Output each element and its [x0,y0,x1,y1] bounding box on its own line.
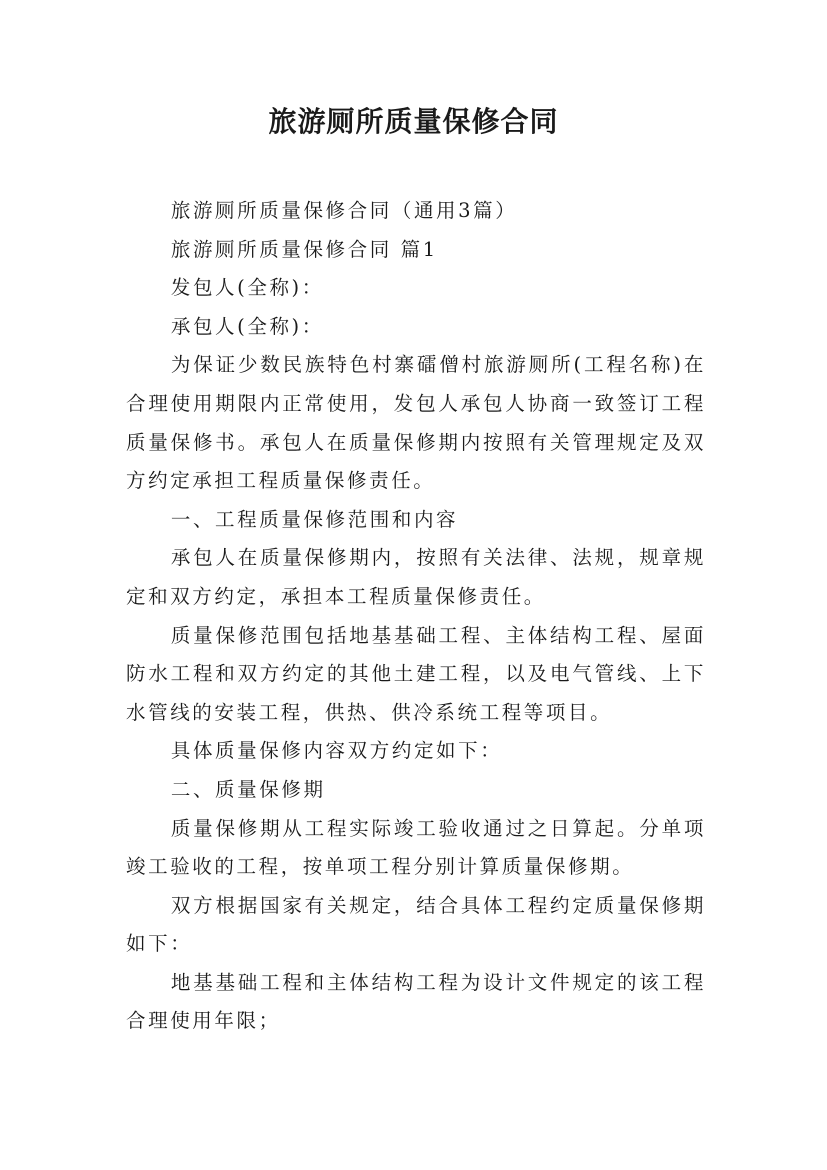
paragraph-contractor: 承包人(全称)： [170,314,324,338]
paragraph-heading-scope: 一、工程质量保修范围和内容 [170,507,459,531]
paragraph-employer: 发包人(全称)： [170,276,324,300]
paragraph-scope-duty: 承包人在质量保修期内，按照有关法律、法规，规章规定和双方约定，承担本工程质量保修责任。 [126,546,706,608]
paragraph-heading-period: 二、质量保修期 [170,777,326,801]
paragraph-period-agreement: 双方根据国家有关规定，结合具体工程约定质量保修期如下： [126,893,706,956]
document-body [126,192,706,1041]
paragraph-section-title: 旅游厕所质量保修合同 篇1 [170,237,438,261]
paragraph-period-start: 质量保修期从工程实际竣工验收通过之日算起。分单项竣工验收的工程，按单项工程分别计算质量保修期。 [126,816,706,879]
document-title: 旅游厕所质量保修合同 [268,105,559,138]
paragraph-heading: 旅游厕所质量保修合同（通用3篇） [170,199,518,222]
paragraph-scope-range: 质量保修范围包括地基基础工程、主体结构工程、屋面防水工程和双方约定的其他土建工程，以及电气管线、上下水管线的安装工程，供热、供冷系统工程等项目。 [126,623,706,724]
paragraph-purpose: 为保证少数民族特色村寨礌僧村旅游厕所(工程名称)在合理使用期限内正常使用，发包人承包人协商一致签订工程质量保修书。承包人在质量保修期内按照有关管理规定及双方约定承担工程质量保修责任。 [126,353,706,493]
paragraph-period-foundation: 地基基础工程和主体结构工程为设计文件规定的该工程合理使用年限； [126,970,706,1033]
paragraph-scope-details: 具体质量保修内容双方约定如下： [170,739,503,763]
